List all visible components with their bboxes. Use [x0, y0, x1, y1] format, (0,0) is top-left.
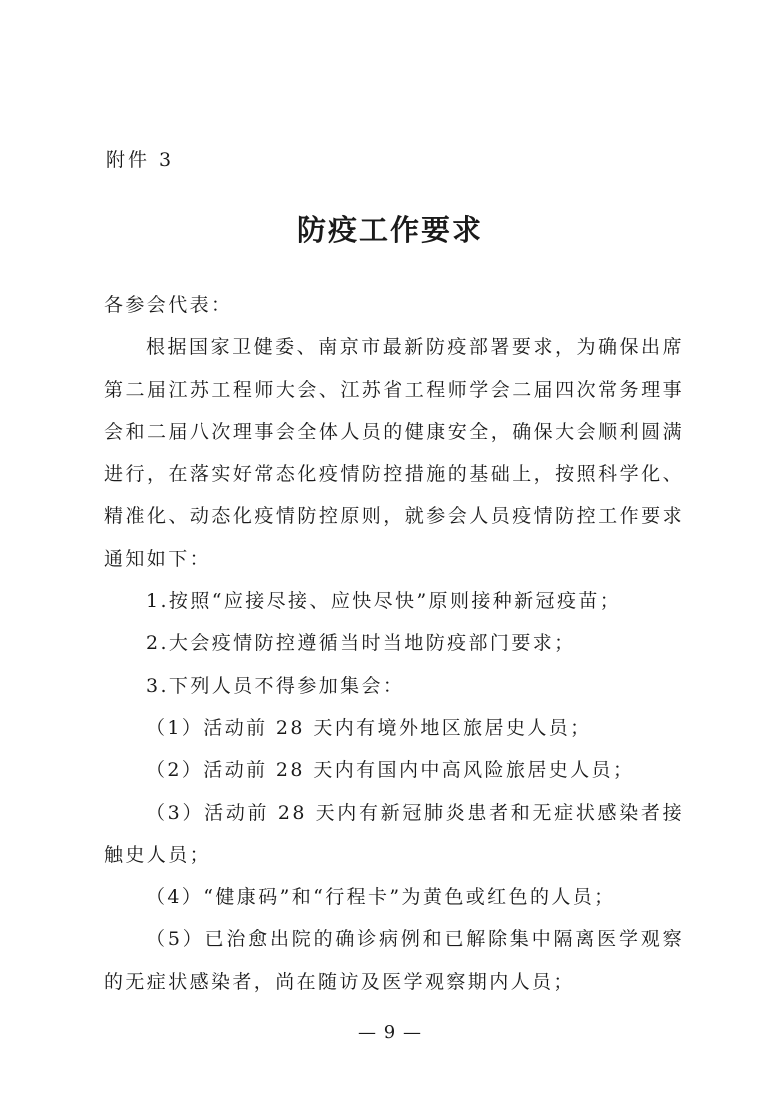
intro-paragraph: 根据国家卫健委、南京市最新防疫部署要求，为确保出席第二届江苏工程师大会、江苏省工程师学会二届四次常务理事会和二届八次理事会全体人员的健康安全，确保大会顺利圆满进行，在落实好常态化疫情防控措施的基础上，按照科学化、精准化、动态化疫情防控原则，就参会人员疫情防控工作要求通知如下：	[104, 336, 684, 570]
sub-item-4: （4）“健康码”和“行程卡”为黄色或红色的人员；	[146, 886, 616, 909]
page-number: — 9 —	[358, 1022, 422, 1043]
sub-item-2: （2）活动前 28 天内有国内中高风险旅居史人员；	[146, 759, 635, 782]
salutation: 各参会代表：	[104, 294, 233, 316]
sub-item-1: （1）活动前 28 天内有境外地区旅居史人员；	[146, 716, 592, 739]
document-body	[104, 284, 684, 1003]
sub-item-5: （5）已治愈出院的确诊病例和已解除集中隔离医学观察的无症状感染者，尚在随访及医学观察期内人员；	[104, 928, 684, 993]
requirement-item-3: 3.下列人员不得参加集会：	[146, 674, 405, 697]
requirement-item-2: 2.大会疫情防控遵循当时当地防疫部门要求；	[146, 632, 576, 655]
requirement-item-1: 1.按照“应接尽接、应快尽快”原则接种新冠疫苗；	[146, 590, 622, 613]
document-title: 防疫工作要求	[296, 213, 483, 247]
sub-item-3: （3）活动前 28 天内有新冠肺炎患者和无症状感染者接触史人员；	[104, 801, 684, 866]
attachment-label: 附件 3	[106, 149, 175, 171]
